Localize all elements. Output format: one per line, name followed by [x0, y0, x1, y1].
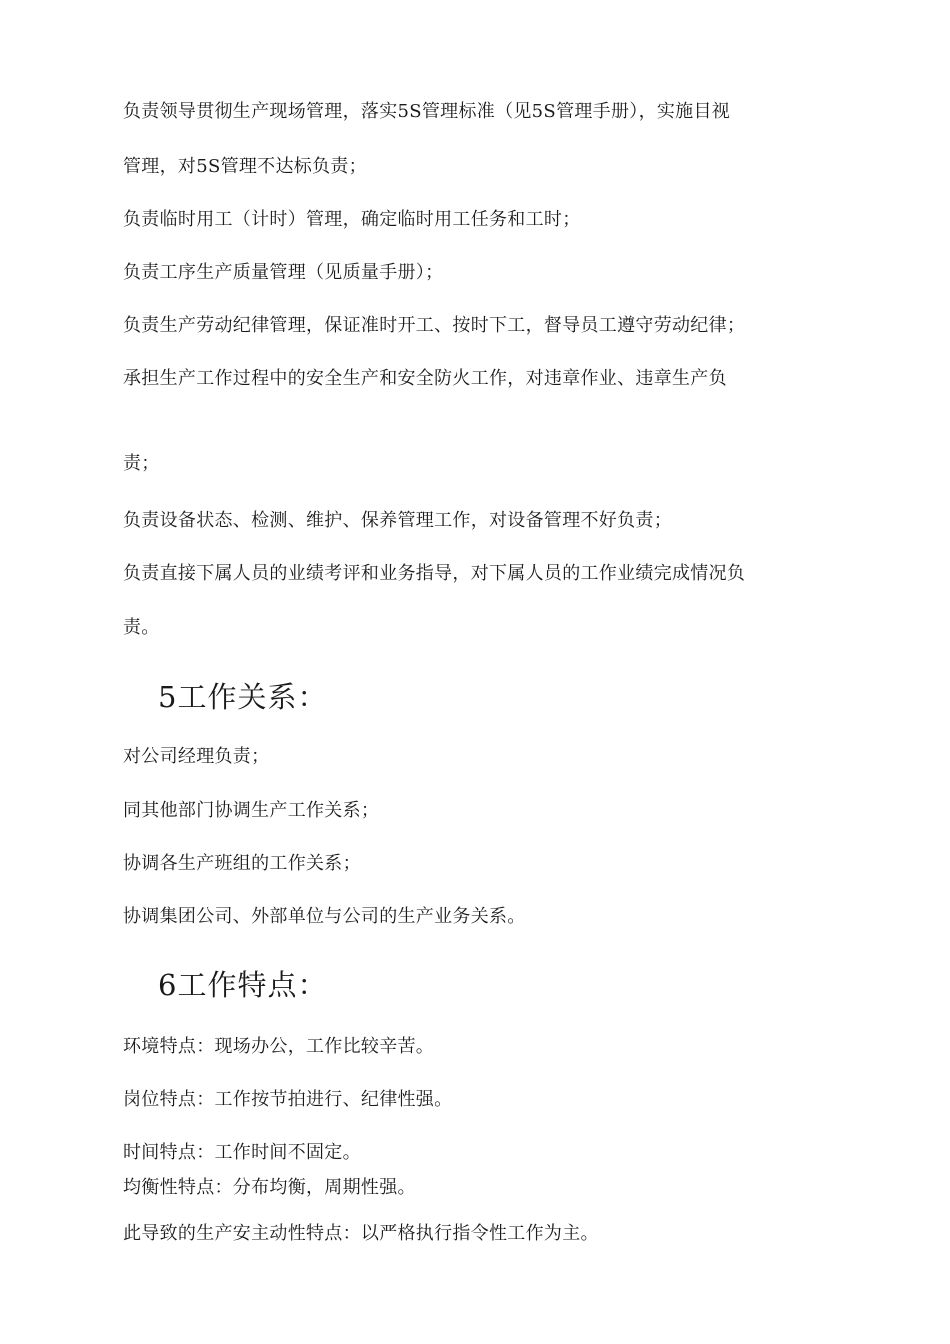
duty-line: 负责设备状态、检测、维护、保养管理工作，对设备管理不好负责；: [123, 510, 672, 531]
feature-line: 均衡性特点：分布均衡，周期性强。: [123, 1177, 416, 1198]
relation-line: 对公司经理负责；: [123, 746, 270, 767]
section-heading-work-features: 6工作特点：: [158, 968, 328, 1002]
relation-line: 协调集团公司、外部单位与公司的生产业务关系。: [123, 906, 526, 927]
duty-line: 负责工序生产质量管理（见质量手册）；: [123, 262, 444, 283]
duty-line: 负责直接下属人员的业绩考评和业务指导，对下属人员的工作业绩完成情况负: [123, 563, 746, 584]
duty-line: 负责领导贯彻生产现场管理，落实5S管理标准（见5S管理手册），实施目视: [123, 101, 731, 122]
duty-line: 负责生产劳动纪律管理，保证准时开工、按时下工，督导员工遵守劳动纪律；: [123, 315, 746, 336]
relation-line: 协调各生产班组的工作关系；: [123, 853, 361, 874]
duty-line: 负责临时用工（计时）管理，确定临时用工任务和工时；: [123, 209, 581, 230]
duty-line: 管理，对5S管理不达标负责；: [123, 156, 367, 177]
feature-line: 环境特点：现场办公，工作比较辛苦。: [123, 1036, 435, 1057]
duty-line: 承担生产工作过程中的安全生产和安全防火工作，对违章作业、违章生产负: [123, 368, 727, 389]
duty-line: 责。: [123, 617, 160, 638]
duty-line: 责；: [123, 453, 160, 474]
relation-line: 同其他部门协调生产工作关系；: [123, 800, 380, 821]
section-heading-work-relations: 5工作关系：: [158, 680, 328, 714]
feature-line: 岗位特点：工作按节拍进行、纪律性强。: [123, 1089, 453, 1110]
feature-line: 此导致的生产安主动性特点：以严格执行指令性工作为主。: [123, 1223, 599, 1244]
feature-line: 时间特点：工作时间不固定。: [123, 1142, 361, 1163]
